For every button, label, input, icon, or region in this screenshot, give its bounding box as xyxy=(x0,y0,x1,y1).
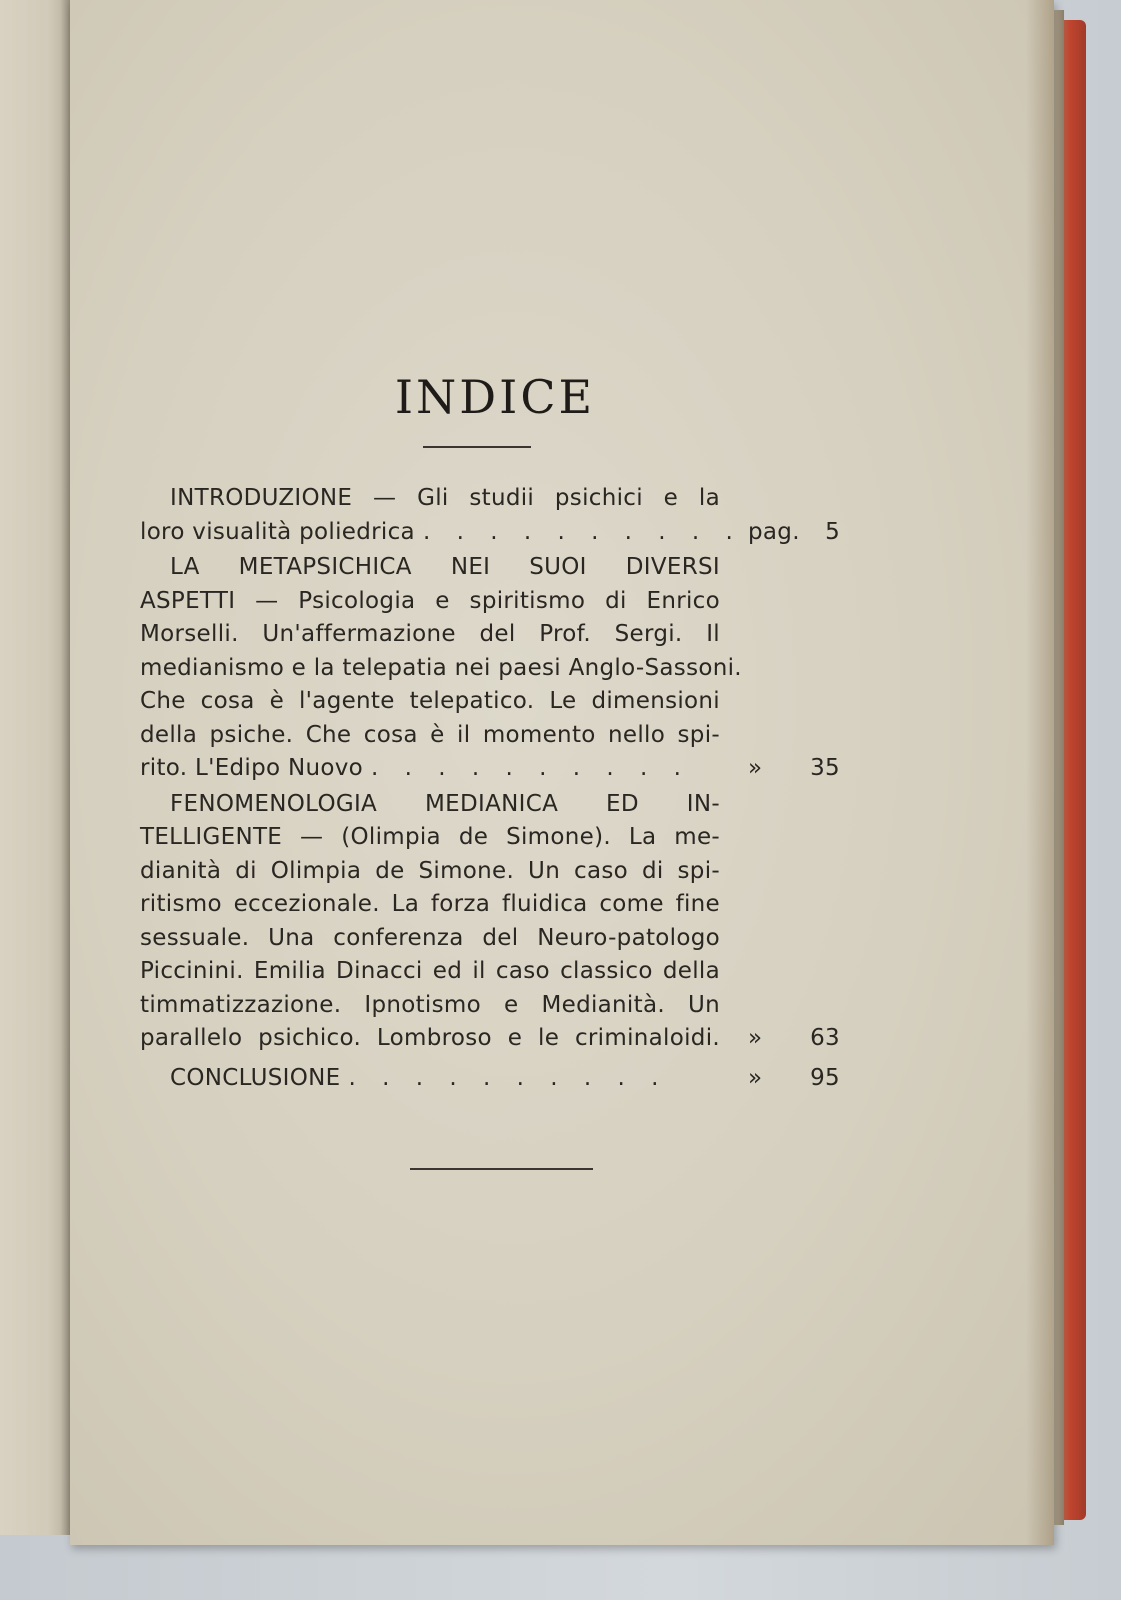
entry-line: TELLIGENTE — (Olimpia de Simone). La me- xyxy=(140,824,720,850)
toc-entry-fenomenologia[interactable] xyxy=(140,788,840,1056)
entry-line-with-leaders xyxy=(140,1062,720,1096)
page-reference xyxy=(740,752,840,786)
entry-line: ASPETTI — Psicologia e spiritismo di Enrico xyxy=(140,587,720,614)
toc-entry-metapsichica[interactable] xyxy=(140,551,840,786)
entry-line: INTRODUZIONE — Gli studii psichici e la xyxy=(170,485,720,511)
entry-line: sessuale. Una conferenza del Neuro-patologo xyxy=(140,924,720,951)
toc-entry-introduzione[interactable] xyxy=(140,482,840,549)
leader-dots: . . . . . . . . . . xyxy=(371,755,691,781)
page-number: 63 xyxy=(810,1025,840,1051)
title-rule xyxy=(423,446,531,448)
page-label: » xyxy=(748,755,763,781)
page-label: » xyxy=(748,1064,763,1091)
entry-line-text: loro visualità poliedrica xyxy=(140,518,415,545)
page-label: » xyxy=(748,1025,763,1051)
leader-dots: . . . . . . . . . . xyxy=(348,1064,668,1091)
entry-line: medianismo e la telepatia nei paesi Anglo-Sassoni. xyxy=(140,654,742,681)
closing-rule xyxy=(410,1168,593,1170)
entry-line: Morselli. Un'affermazione del Prof. Sergi. Il xyxy=(140,621,720,647)
page-label: pag. xyxy=(748,518,800,545)
toc-entry-conclusione[interactable] xyxy=(140,1062,840,1096)
table-of-contents xyxy=(140,482,840,1095)
page-reference xyxy=(740,1062,840,1096)
entry-line: ritismo eccezionale. La forza fluidica come fine xyxy=(140,891,720,917)
entry-line: FENOMENOLOGIA MEDIANICA ED IN- xyxy=(170,790,720,817)
entry-line: della psiche. Che cosa è il momento nello spi- xyxy=(140,721,720,748)
entry-line: Che cosa è l'agente telepatico. Le dimensioni xyxy=(140,688,720,714)
entry-line: Piccinini. Emilia Dinacci ed il caso classico della xyxy=(140,958,720,984)
entry-line-with-leaders xyxy=(140,516,743,550)
entry-line: parallelo psichico. Lombroso e le criminaloidi. xyxy=(140,1025,720,1051)
entry-line-text: CONCLUSIONE xyxy=(170,1064,341,1091)
page-edge-foxing xyxy=(1026,0,1054,1545)
entry-line-with-leaders xyxy=(140,752,720,786)
page-number: 5 xyxy=(825,518,840,545)
page-number: 95 xyxy=(810,1064,840,1091)
leader-dots: . . . . . . . . . . xyxy=(422,518,743,545)
entry-line: LA METAPSICHICA NEI SUOI DIVERSI xyxy=(170,554,720,580)
index-title: INDICE xyxy=(394,370,596,424)
index-content xyxy=(140,370,840,1095)
page-reference xyxy=(740,1022,840,1056)
entry-line: timmatizzazione. Ipnotismo e Medianità. Un xyxy=(140,991,720,1018)
page-reference xyxy=(740,516,840,550)
entry-line: dianità di Olimpia de Simone. Un caso di spi- xyxy=(140,857,720,884)
page-number: 35 xyxy=(810,755,840,781)
entry-line-text: rito. L'Edipo Nuovo xyxy=(140,755,364,781)
